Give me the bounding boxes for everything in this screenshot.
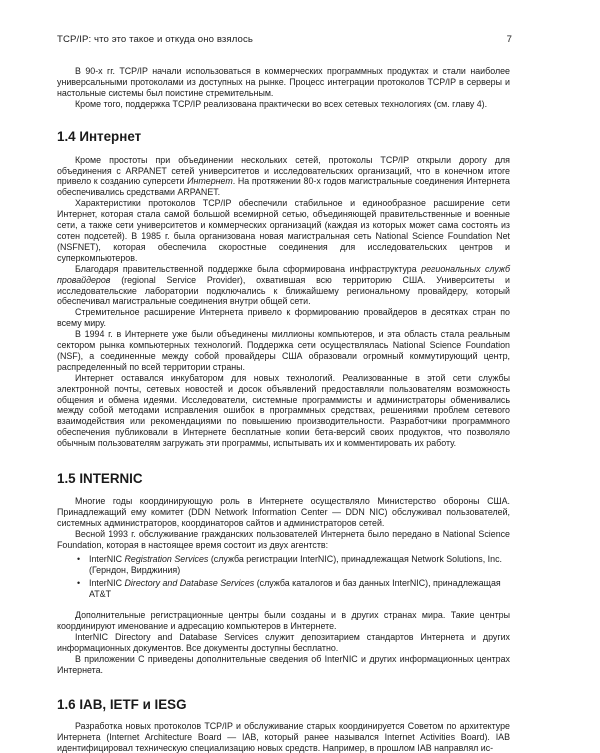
page-number: 7 xyxy=(506,34,512,45)
internic-paragraph-5: В приложении С приведены дополнительные сведения об InterNIC и других информационных центрах Интернета. xyxy=(57,653,510,675)
intro-paragraph-1: В 90-х гг. TCP/IP начали использоваться в коммерческих программных продуктах и стали наиболее универсальными протоколами из доступных на рынке. Процесс интеграции протоколов TCP/IP в серверы и настольные системы был поистине стремительным. xyxy=(57,66,510,98)
list-item: • InterNIC Registration Services (служба регистрации InterNIC), принадлежащая Network Solutions, Inc. (Герндон, Вирджиния) xyxy=(77,553,502,575)
internet-paragraph-3: Благодаря правительственной поддержке была сформирована инфраструктура региональных служб провайдеров (regional Service Provider), охватившая всю территорию США. Университеты и исследовательские лаборатории подключались к ближайшему региональному провайдеру, который обеспечивал магистральные соединения внутри общей сети. xyxy=(57,263,510,307)
internic-paragraph-2: Весной 1993 г. обслуживание гражданских пользователей Интернета было передано в National Science Foundation, которая в настоящее время состоит из двух агентств: xyxy=(57,528,510,550)
internet-paragraph-6: Интернет оставался инкубатором для новых технологий. Реализованные в этой сети службы электронной почты, сетевых новостей и досок объявлений предоставляли пользователям возможность общения и обмена идеями. Исследователи, системные программисты и администраторы обменивались между собой методами исправления ошибок в программных средствах, решениями проблем сетевого взаимодействия или рекомендациями по повышению производительности. Разработчики программного обеспечения публиковали в Интернете бесплатные копии бета-версий своих продуктов, что позволяло обычным пользователям загружать эти программы, испытывать их и комментировать их работу. xyxy=(57,372,510,449)
internet-paragraph-4: Стремительное расширение Интернета привело к формированию провайдеров в десятках стран по всему миру. xyxy=(57,307,510,329)
internic-paragraph-1: Многие годы координирующую роль в Интернете осуществляло Министерство обороны США. Принадлежащий ему комитет (DDN Network Information Center — DDN NIC) обслуживал пользователей, системных администраторов, координаторов сайтов и администраторов сетей. xyxy=(57,496,510,528)
term-regional-providers: региональных служб провайдеров xyxy=(57,263,510,285)
bullet-icon: • xyxy=(77,578,81,589)
section-heading-internic: 1.5 INTERNIC xyxy=(57,471,143,487)
bullet-icon: • xyxy=(77,553,81,564)
term-internet: Интернет xyxy=(187,176,233,187)
internic-paragraph-4: InterNIC Directory and Database Services служит депозитарием стандартов Интернета и других информационных документов. Все документы доступны бесплатно. xyxy=(57,632,510,653)
list-item: • InterNIC Directory and Database Services (служба каталогов и баз данных InterNIC), принадлежащая AT&T xyxy=(77,578,501,600)
internic-paragraph-3: Дополнительные регистрационные центры были созданы и в других странах мира. Такие центры координируют именование и адресацию компьютеров в Интернете. xyxy=(57,610,510,632)
intro-paragraph-2: Кроме того, поддержка TCP/IP реализована практически во всех сетевых технологиях (см. главу 4). xyxy=(75,98,488,109)
section-heading-iab: 1.6 IAB, IETF и IESG xyxy=(57,696,187,712)
running-head-title: TCP/IP: что это такое и откуда оно взялось xyxy=(57,34,253,45)
iab-paragraph-1: Разработка новых протоколов TCP/IP и обслуживание старых координируется Советом по архитектуре Интернета (Internet Architecture Board — IAB, который ранее назывался Internet Activities Board). IAB идентифицировал техническую специализацию новых средств. Например, в прошлом IAB направлял ис- xyxy=(57,720,510,753)
section-heading-internet: 1.4 Интернет xyxy=(57,128,142,144)
page-body xyxy=(57,66,510,753)
internic-agency-list xyxy=(57,554,510,601)
internet-paragraph-2: Характеристики протоколов TCP/IP обеспечили стабильное и единообразное расширение сети Интернет, которая стала самой большой всемирной сетью, объединяющей правительственные и военные сети, а также сети университетов и коммерческих организаций (каждая из которых может сама состоять из сотен подсетей). В 1985 г. была организована новая магистральная сеть National Science Foundation Net (NSFNET), которая обеспечила скоростные соединения для исследовательских центров и суперкомпьютеров. xyxy=(57,198,510,263)
internet-paragraph-5: В 1994 г. в Интернете уже были объединены миллионы компьютеров, и эта область стала реальным сектором рынка компьютерных технологий. Поддержка сети осуществлялась National Science Foundation (NSF), а соединенные между собой провайдеры США образовали огромный коммутирующий центр, распределенный по всей территории страны. xyxy=(57,329,510,372)
internet-paragraph-1: Кроме простоты при объединении нескольких сетей, протоколы TCP/IP открыли дорогу для объединения с ARPANET сетей университетов и исследовательских организаций, что в конечном итоге привело к созданию суперсети Интернет. На протяжении 80-х годов магистральные соединения Интернета обеспечивались средствами ARPANET. xyxy=(57,154,510,198)
running-head xyxy=(57,34,512,46)
spacer xyxy=(57,603,510,610)
